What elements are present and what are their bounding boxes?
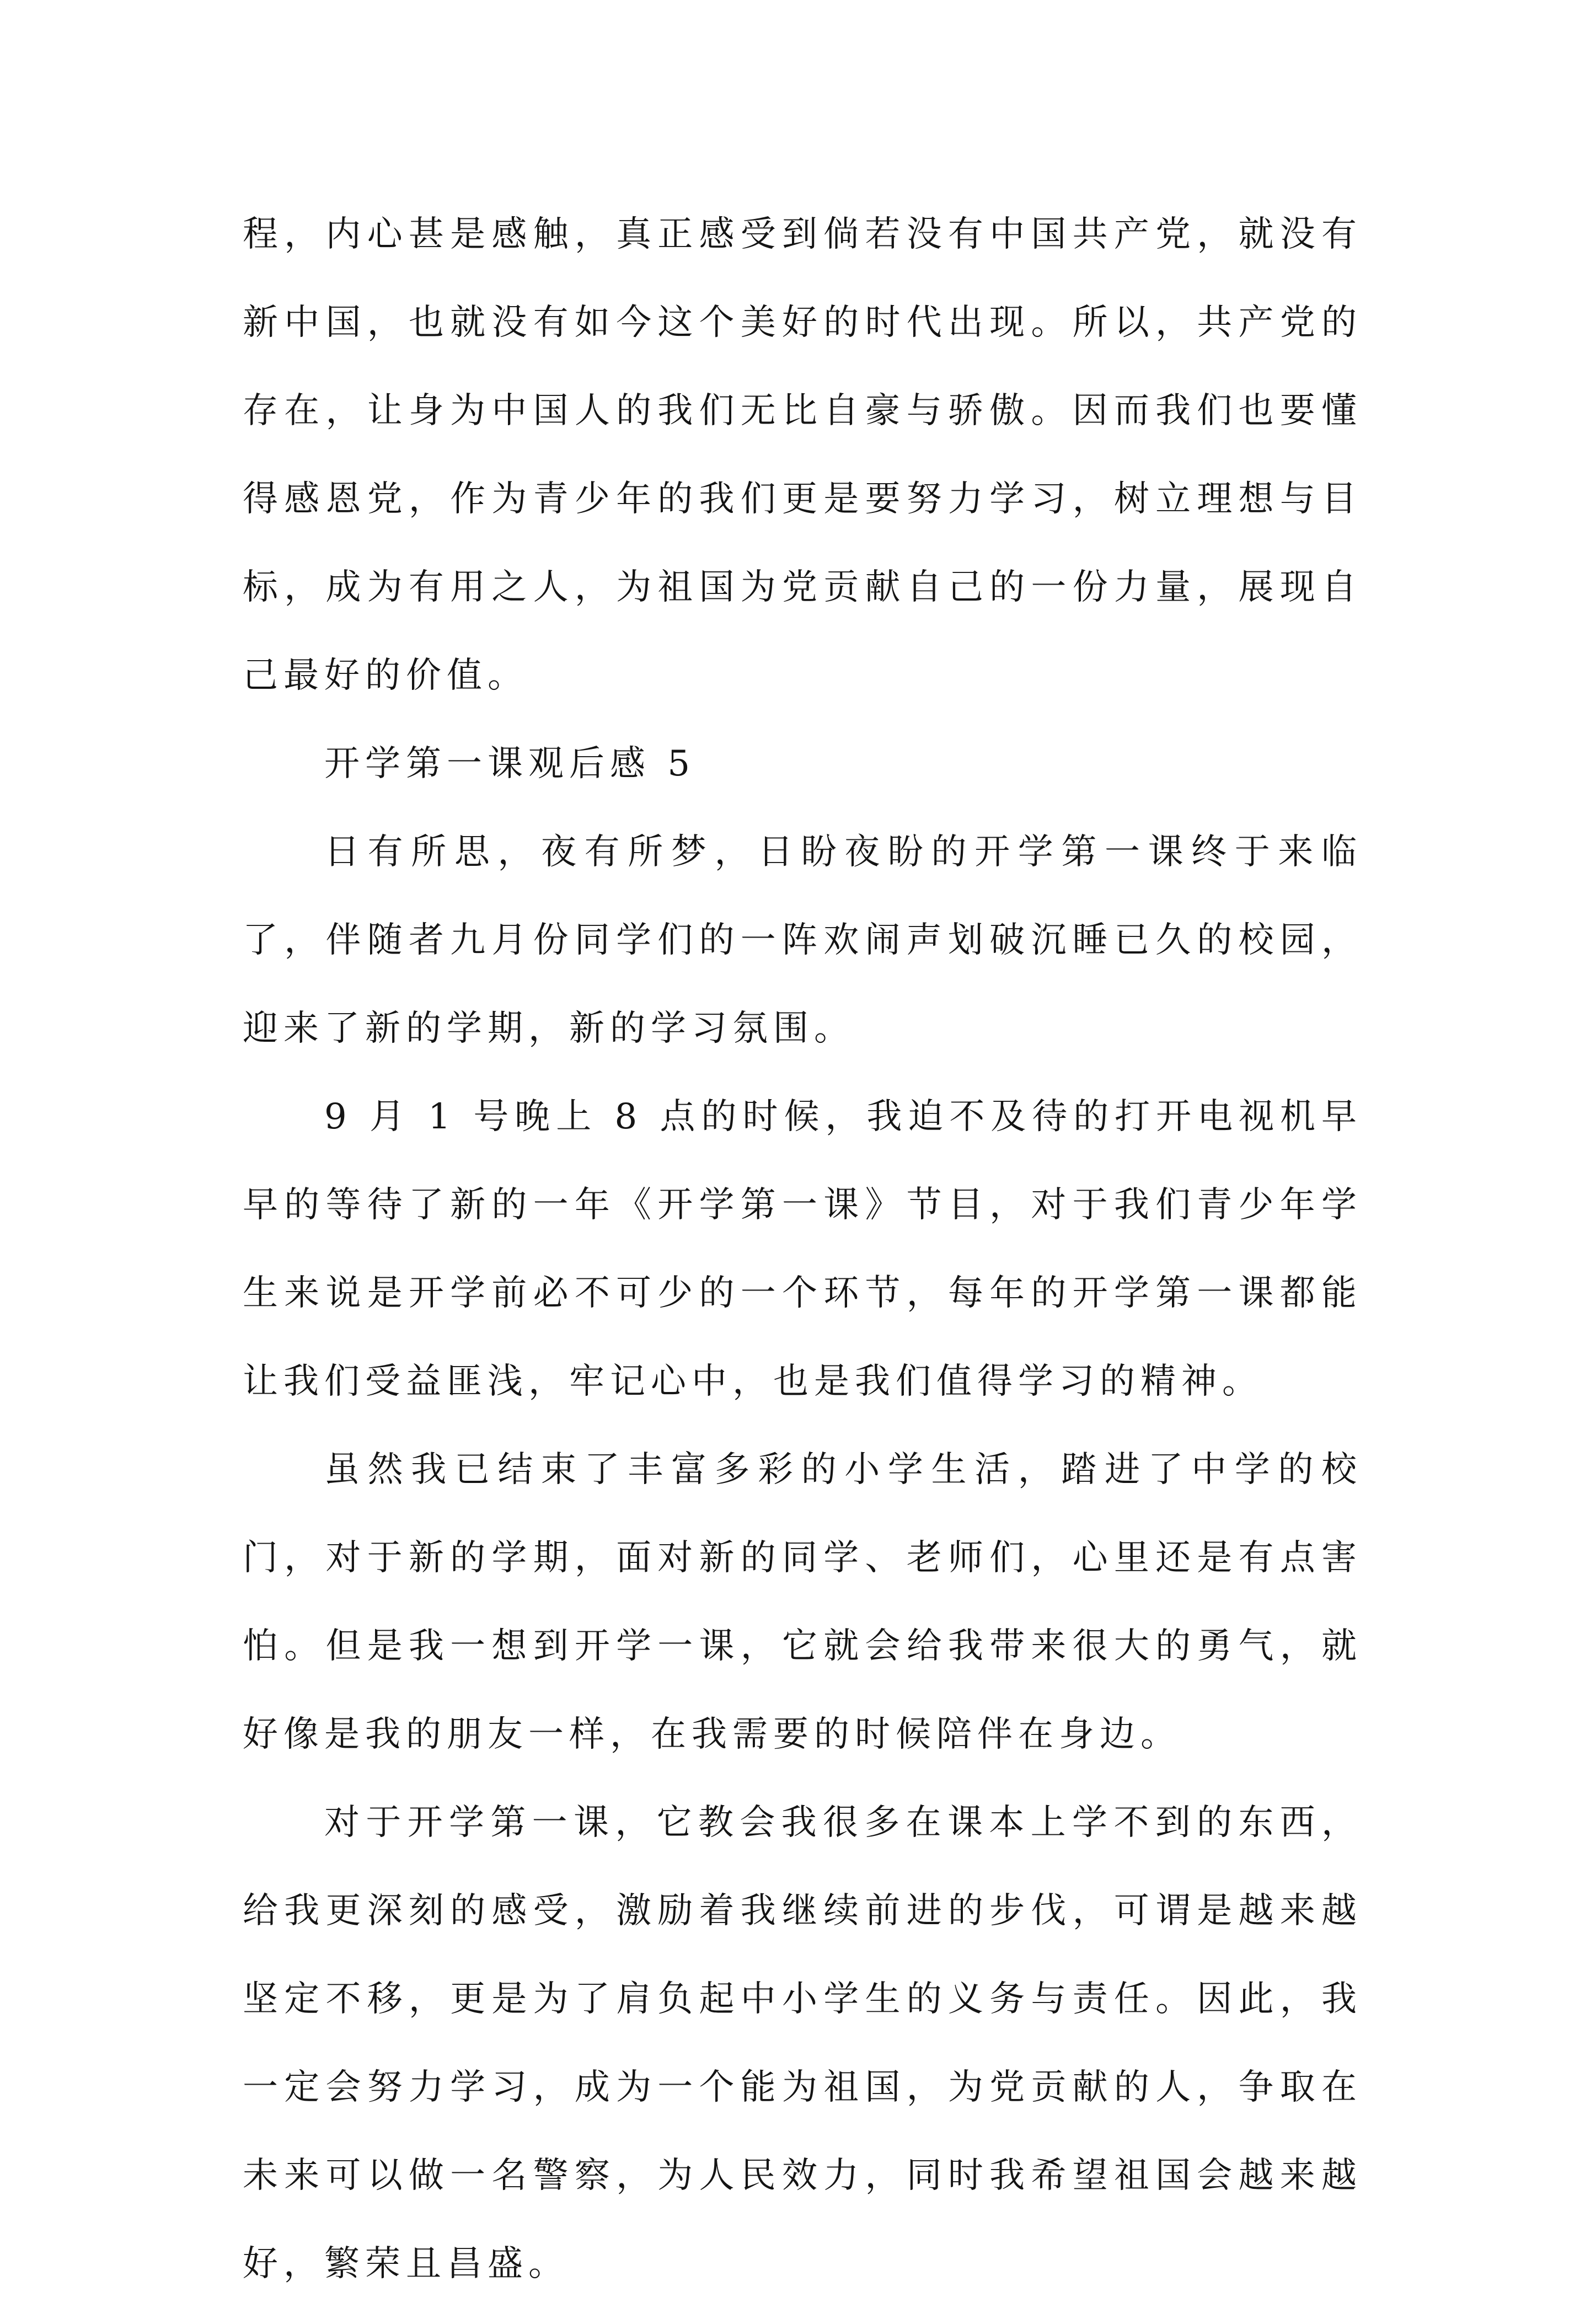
paragraph: 对于开学第一课，它教会我很多在课本上学不到的东西，给我更深刻的感受，激励着我继续前进的步伐，可谓是越来越坚定不移，更是为了肩负起中小学生的义务与责任。因此，我一定会努力学习，成为一个能为祖国，为党贡献的人，争取在未来可以做一名警察，为人民效力，同时我希望祖国会越来越好，繁荣且昌盛。 xyxy=(243,1802,1362,2284)
paragraph: 9 月 1 号晚上 8 点的时候，我迫不及待的打开电视机早早的等待了新的一年《开学第一课》节目，对于我们青少年学生来说是开学前必不可少的一个环节，每年的开学第一课都能让我们受益匪浅，牢记心中，也是我们值得学习的精神。 xyxy=(243,1096,1362,1402)
paragraph: 日有所思，夜有所梦，日盼夜盼的开学第一课终于来临了，伴随者九月份同学们的一阵欢闹声划破沉睡已久的校园，迎来了新的学期，新的学习氛围。 xyxy=(243,832,1362,1049)
document-body xyxy=(243,190,1362,2308)
paragraph: 虽然我已结束了丰富多彩的小学生活，踏进了中学的校门，对于新的学期，面对新的同学、老师们，心里还是有点害怕。但是我一想到开学一课，它就会给我带来很大的勇气，就好像是我的朋友一样，在我需要的时候陪伴在身边。 xyxy=(243,1449,1362,1755)
section-heading: 开学第一课观后感 5 xyxy=(324,743,696,784)
paragraph-continuation: 程，内心甚是感触，真正感受到倘若没有中国共产党，就没有新中国，也就没有如今这个美好的时代出现。所以，共产党的存在，让身为中国人的我们无比自豪与骄傲。因而我们也要懂得感恩党，作为青少年的我们更是要努力学习，树立理想与目标，成为有用之人，为祖国为党贡献自己的一份力量，展现自己最好的价值。 xyxy=(243,214,1362,696)
